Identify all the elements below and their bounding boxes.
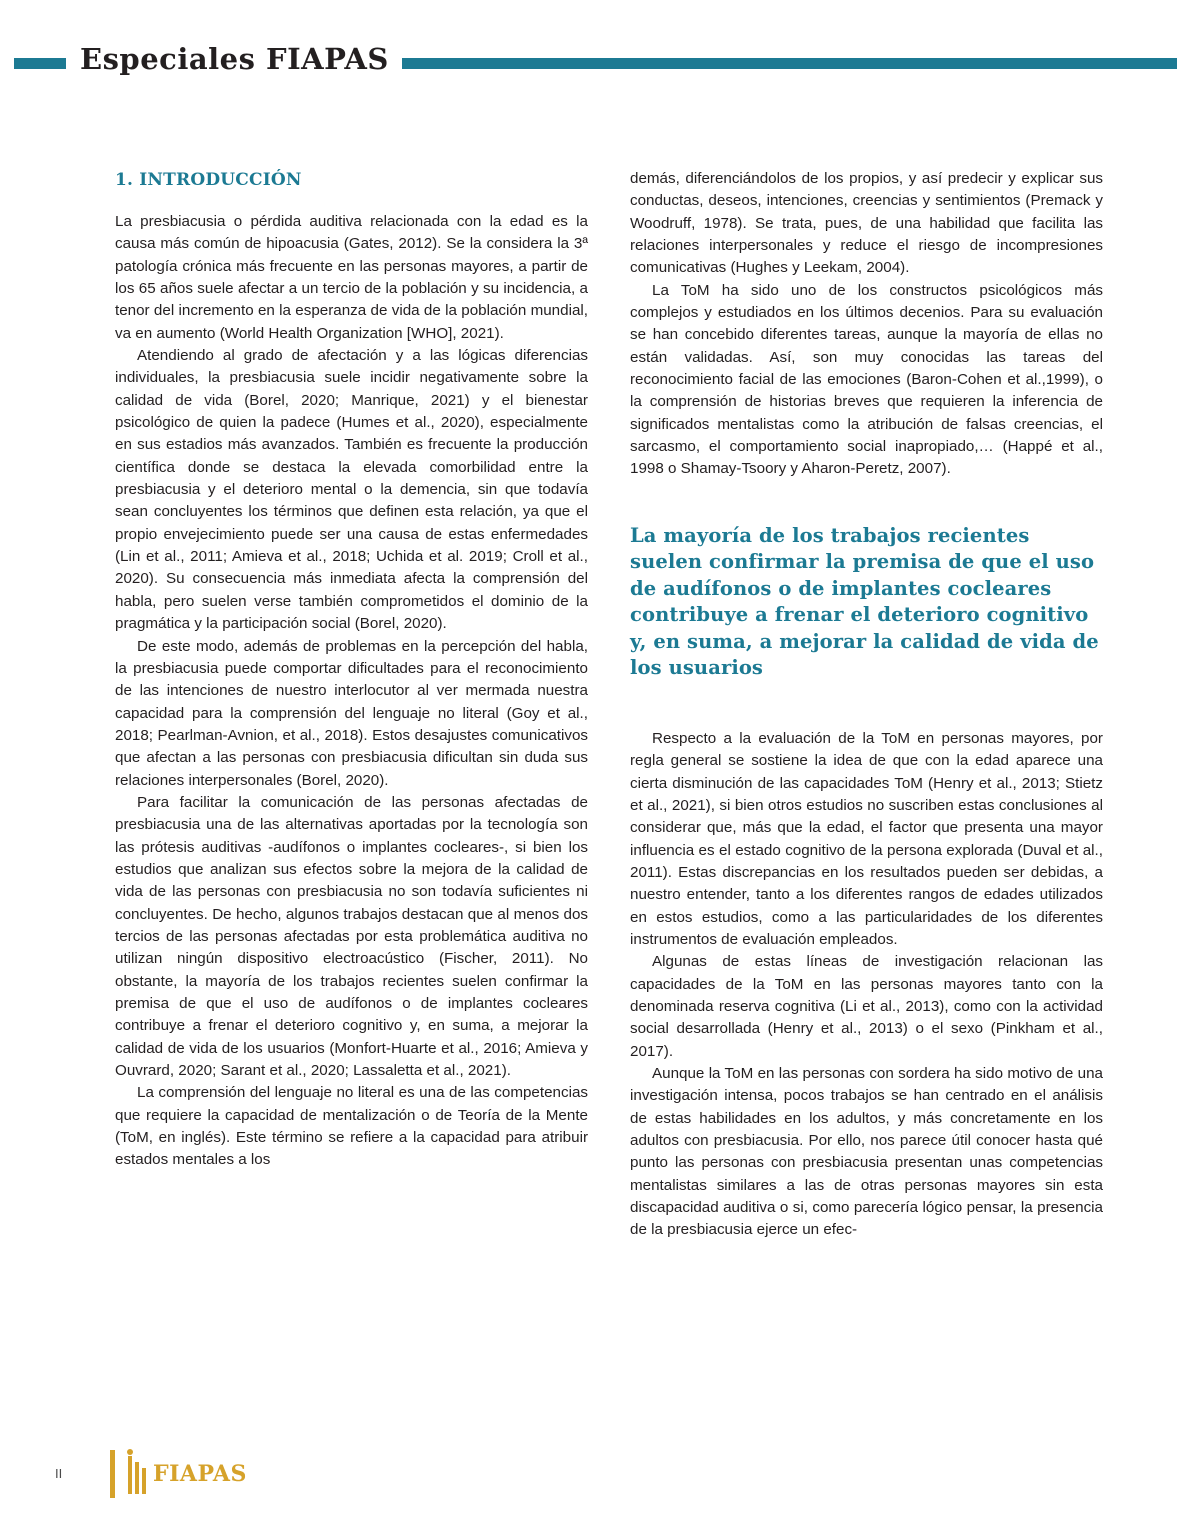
fiapas-logo-text: FIAPAS — [153, 1461, 247, 1487]
page-footer — [0, 1444, 1191, 1504]
section-heading-introduccion: 1. INTRODUCCIÓN — [115, 170, 302, 190]
pull-quote: La mayoría de los trabajos recientes suelen confirmar la premisa de que el uso de audífonos o de implantes cocleares contribuye a frenar el deterioro cognitivo y, en suma, a mejorar la calidad de vida de los usuarios — [630, 523, 1099, 680]
header-rule-right — [402, 58, 1177, 69]
paragraph: Aunque la ToM en las personas con sordera ha sido motivo de una investigación intensa, pocos trabajos se han centrado en el análisis de estas habilidades en los adultos, y más concretamente en los adultos con presbiacusia. Por ello, nos parece útil conocer hasta qué punto las personas con presbiacusia presentan unas competencias mentalistas similares a las de otras personas mayores sin esta discapacidad auditiva o si, como parecería lógico pensar, la presencia de la presbiacusia ejerce un efec- — [630, 1065, 1103, 1239]
right-column — [630, 168, 1103, 1242]
paragraph: Algunas de estas líneas de investigación relacionan las capacidades de la ToM en las personas mayores tanto con la denominada reserva cognitiva (Li et al., 2013), como con la actividad social desarrollada (Henry et al., 2013) o el sexo (Pinkham et al., 2017). — [630, 953, 1103, 1060]
paragraph: De este modo, además de problemas en la percepción del habla, la presbiacusia puede comportar dificultades para el reconocimiento de las intenciones de nuestro interlocutor al ver mermada nuestra capacidad para la comprensión del lenguaje no literal (Goy et al., 2018; Pearlman-Avnion, et al., 2018). Estos desajustes comunicativos que afectan a las personas con presbiacusia dificultan sin duda sus relaciones interpersonales (Borel, 2020). — [115, 637, 588, 789]
paragraph: Atendiendo al grado de afectación y a las lógicas diferencias individuales, la presbiacusia suele incidir negativamente sobre la calidad de vida (Borel, 2020; Manrique, 2021) y el bienestar psicológico de quien la padece (Humes et al., 2020), especialmente en sus estadios más avanzados. También es frecuente la producción científica donde se destaca la elevada comorbilidad entre la presbiacusia y el deterioro mental o la demencia, sin que todavía sean concluyentes los términos que definen esta relación, ya que el propio envejecimiento puede ser una causa de estas enfermedades (Lin et al., 2011; Amieva et al., 2018; Uchida et al. 2019; Croll et al., 2020). Su consecuencia más inmediata afecta la comprensión del habla, pero suelen verse también comprometidos el dominio de la pragmática y la participación social (Borel, 2020). — [115, 347, 588, 633]
fiapas-logo — [124, 1450, 247, 1498]
page-title: Especiales FIAPAS — [80, 42, 389, 76]
left-column — [115, 168, 588, 1172]
header-rule-left — [14, 58, 66, 69]
page-header — [0, 42, 1191, 82]
paragraph: La comprensión del lenguaje no literal es una de las competencias que requiere la capacidad de mentalización o de Teoría de la Mente (ToM, en inglés). Este término se refiere a la capacidad para atribuir estados mentales a los — [115, 1084, 588, 1169]
paragraph: La presbiacusia o pérdida auditiva relacionada con la edad es la causa más común de hipoacusia (Gates, 2012). Se la considera la 3ª patología crónica más frecuente en las personas mayores, a partir de los 65 años suele afectar a un tercio de la población y su incidencia, a tenor del incremento en la esperanza de vida de la población mundial, va en aumento (World Health Organization [WHO], 2021). — [115, 212, 588, 342]
paragraph: La ToM ha sido uno de los constructos psicológicos más complejos y estudiados en los últimos decenios. Para su evaluación se han concebido diferentes tareas, aunque la mayoría de ellas no están validadas. Así, son muy conocidas las tareas del reconocimiento facial de las emociones (Baron-Cohen et al.,1999), o la comprensión de historias breves que requieren la inferencia de significados mentalistas como la atribución de falsas creencias, el sarcasmo, el comportamiento social inapropiado,… (Happé et al., 1998 o Shamay-Tsoory y Aharon-Peretz, 2007). — [630, 281, 1103, 478]
paragraph: Para facilitar la comunicación de las personas afectadas de presbiacusia una de las alternativas aportadas por la tecnología son las prótesis auditivas -audífonos o implantes cocleares-, si bien los estudios que analizan sus efectos sobre la mejora de la calidad de vida de las personas con presbiacusia no son todavía suficientes ni concluyentes. De hecho, algunos trabajos destacan que al menos dos tercios de las personas afectadas por esta problemática auditiva no utilizan ningún dispositivo electroacústico (Fischer, 2011). No obstante, la mayoría de los trabajos recientes suelen confirmar la premisa de que el uso de audífonos o de implantes cocleares contribuye a frenar el deterioro cognitivo y, en suma, a mejorar la calidad de vida de los usuarios (Monfort-Huarte et al., 2016; Amieva y Ouvrard, 2020; Sarant et al., 2020; Lassaletta et al., 2021). — [115, 793, 588, 1080]
paragraph: demás, diferenciándolos de los propios, y así predecir y explicar sus conductas, deseos, intenciones, creencias y sentimientos (Premack y Woodruff, 1978). Se trata, pues, de una habilidad que facilita las relaciones interpersonales y reduce el riesgo de incompresiones comunicativas (Hughes y Leekam, 2004). — [630, 170, 1103, 277]
footer-accent-bar — [110, 1450, 115, 1498]
fiapas-logo-icon — [124, 1452, 150, 1496]
page-number: II — [55, 1466, 63, 1481]
paragraph: Respecto a la evaluación de la ToM en personas mayores, por regla general se sostiene la idea de que con la edad aparece una cierta disminución de las capacidades ToM (Henry et al., 2013; Stietz et al., 2021), si bien otros estudios no suscriben estas conclusiones al considerar que, más que la edad, el factor que presenta una mayor influencia es el estado cognitivo de la persona explorada (Duval et al., 2011). Estas discrepancias en los resultados pueden ser debidas, a nuestro entender, tanto a los diferentes rangos de edades utilizados en estos estudios, como a las particularidades de los diferentes instrumentos de evaluación empleados. — [630, 729, 1103, 948]
